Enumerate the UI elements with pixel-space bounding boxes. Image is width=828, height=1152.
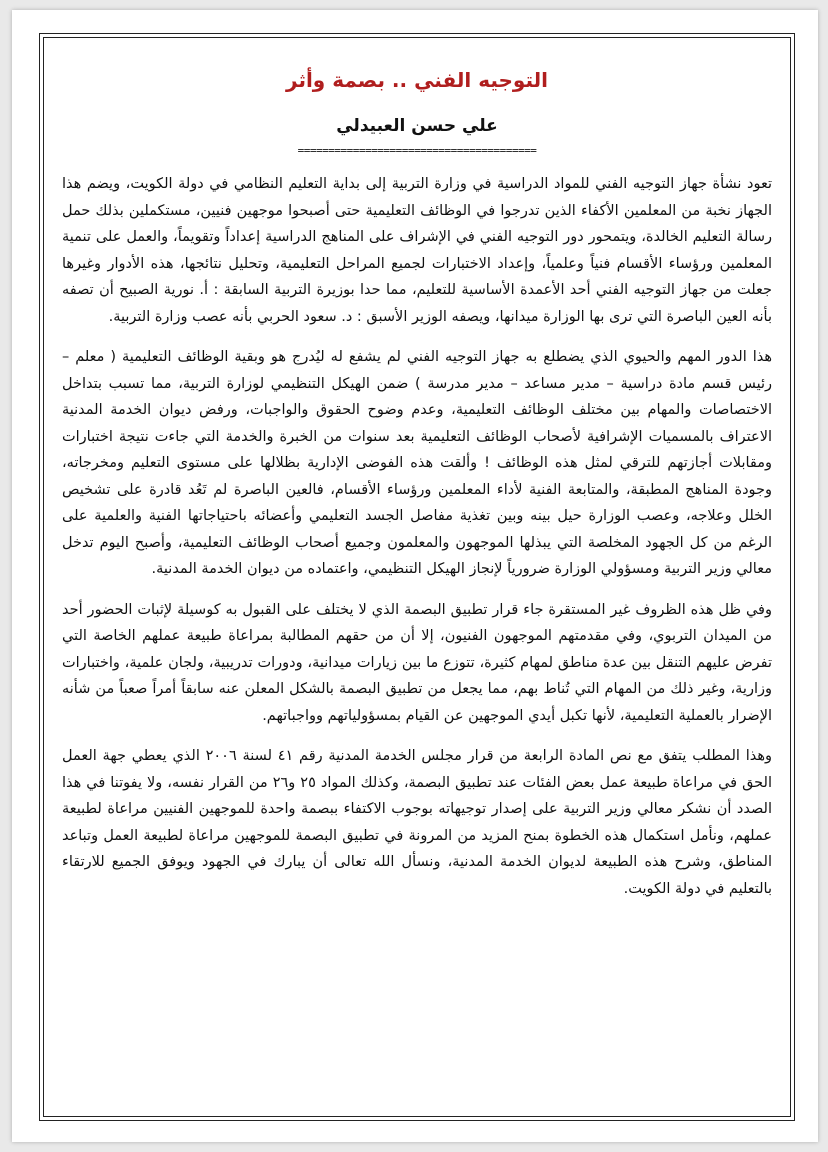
paragraph-2: هذا الدور المهم والحيوي الذي يضطلع به جهاز التوجيه الفني لم يشفع له ليُدرج هو وبقية الوظائف التعليمية ( معلم – رئيس قسم مادة دراسية – مدير مساعد – مدير مدرسة ) ضمن الهيكل التنظيمي لوزارة التربية، مما تسبب بتداخل الاختصاصات والمهام بين مختلف الوظائف التعليمية، وعدم وضوح الحقوق والواجبات، ورفض ديوان الخدمة المدنية الاعتراف بالمسميات الإشرافية لأصحاب الوظائف التعليمية بعد سنوات من الخبرة والخدمة التي جاءت نتيجة اختبارات ومقابلات أجازتهم للترقي لمثل هذه الوظائف ! وألقت هذه الفوضى الإدارية بظلالها على مستوى التعليم ومخرجاته، وجودة المناهج المطبقة، والمتابعة الفنية لأداء المعلمين ورؤساء الأقسام، فالعين الباصرة لم تَعُد قادرة على تشخيص الخلل وعلاجه، وعصب الوزارة حيل بينه وبين تغذية مفاصل الجسد التعليمي وأعضائه باحتياجاتها الفنية والعلمية على الرغم من كل الجهود المخلصة التي يبذلها الموجهون والمعلمون وجميع أصحاب الوظائف التعليمية، وأصبح اليوم تدخل معالي وزير التربية ومسؤولي الوزارة ضرورياً لإنجاز الهيكل التنظيمي، واعتماده من ديوان الخدمة المدنية.	[62, 349, 772, 577]
document-page	[12, 10, 818, 1142]
article-author: علي حسن العبيدلي	[336, 116, 498, 136]
article-body	[62, 68, 772, 1100]
paragraph-1: تعود نشأة جهاز التوجيه الفني للمواد الدراسية في وزارة التربية إلى بداية التعليم النظامي في دولة الكويت، ويضم هذا الجهاز نخبة من المعلمين الأكفاء الذين تدرجوا في الوظائف التعليمية حتى أصبحوا موجهين فنيين، مستكملين بذلك حمل رسالة التعليم الخالدة، ويتمحور دور التوجيه الفني في الإشراف على المناهج الدراسية إعداداً وتقويماً، والعمل على تنمية المعلمين ورؤساء الأقسام فنياً وعلمياً، وإعداد الاختبارات لجميع المراحل التعليمية، وتحليل نتائجها، هذه الأدوار وغيرها جعلت من جهاز التوجيه الفني أحد الأعمدة الأساسية للتعليم، مما حدا بوزيرة التربية السابقة : أ. نورية الصبيح أن تصفه بأنه العين الباصرة التي ترى بها الوزارة ميدانها، ويصفه الوزير الأسبق : د. سعود الحربي بأنه عصب وزارة التربية.	[62, 176, 772, 325]
article-title: التوجيه الفني .. بصمة وأثر	[286, 68, 548, 92]
page-border-frame	[39, 33, 795, 1121]
title-divider: =======================================	[297, 144, 537, 157]
paragraph-4: وهذا المطلب يتفق مع نص المادة الرابعة من قرار مجلس الخدمة المدنية رقم ٤١ لسنة ٢٠٠٦ الذي يعطي جهة العمل الحق في مراعاة طبيعة عمل بعض الفئات عند تطبيق البصمة، وكذلك المواد ٢٥ و٢٦ من القرار نفسه، ولا يفوتنا في هذا الصدد أن نشكر معالي وزير التربية على إصدار توجيهاته بوجوب الاكتفاء ببصمة واحدة للموجهين الفنيين مراعاة لطبيعة عملهم، ونأمل استكمال هذه الخطوة بمنح المزيد من المرونة في تطبيق البصمة للموجهين مراعاة لطبيعة العمل وتباعد المناطق، وشرح هذه الطبيعة لديوان الخدمة المدنية، ونسأل الله تعالى أن يبارك في الجهود ويوفق الجميع للارتقاء بالتعليم في دولة الكويت.	[62, 748, 772, 897]
paragraph-3: وفي ظل هذه الظروف غير المستقرة جاء قرار تطبيق البصمة الذي لا يختلف على القبول به كوسيلة لإثبات الحضور أحد من الميدان التربوي، وفي مقدمتهم الموجهون الفنيون، إلا أن من حقهم المطالبة بمراعاة طبيعة عملهم الخاصة التي تفرض عليهم التنقل بين عدة مناطق لمهام كثيرة، تتوزع ما بين زيارات ميدانية، ودورات تدريبية، ولجان علمية، واختبارات وزارية، وغير ذلك من المهام التي تُناط بهم، مما يجعل من تطبيق البصمة بالشكل المعلن عنه سابقاً أمراً صعباً من شأنه الإضرار بالعملية التعليمية، لأنها تكبل أيدي الموجهين عن القيام بمسؤولياتهم وواجباتهم.	[62, 601, 772, 724]
